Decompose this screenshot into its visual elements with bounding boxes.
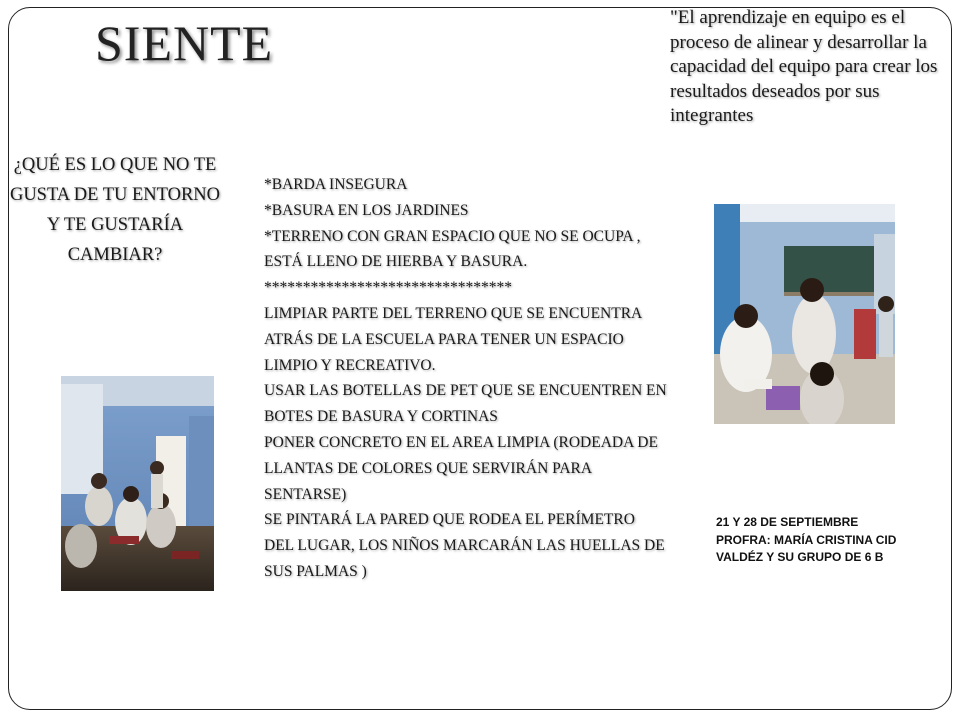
quote-text: "El aprendizaje en equipo es el proceso de alinear y desarrollar la capacidad del equipo para crear los resultados deseados por sus integrantes <box>670 7 938 126</box>
classroom-photo-right <box>714 204 895 424</box>
body-line: SE PINTARÁ LA PARED QUE RODEA EL PERÍMETRO DEL LUGAR, LOS NIÑOS MARCARÁN LAS HUELLAS DE SUS PALMAS ) <box>264 511 669 580</box>
body-line: USAR LAS BOTELLAS DE PET QUE SE ENCUENTREN EN BOTES DE BASURA Y CORTINAS <box>264 382 671 426</box>
credits-text <box>716 514 906 567</box>
body-text <box>264 172 672 585</box>
body-line: *BARDA INSEGURA <box>264 176 408 193</box>
body-line: LIMPIAR PARTE DEL TERRENO QUE SE ENCUENTRA ATRÁS DE LA ESCUELA PARA TENER UN ESPACIO LIMPIO Y RECREATIVO. <box>264 304 645 374</box>
credits-line: 21 Y 28 DE SEPTIEMBRE <box>716 515 859 529</box>
classroom-photo-left <box>61 376 214 591</box>
body-line: ******************************** <box>264 279 512 297</box>
body-line: PONER CONCRETO EN EL AREA LIMPIA (RODEADA DE LLANTAS DE COLORES QUE SERVIRÁN PARA SENTARSE) <box>264 433 662 503</box>
credits-line: PROFRA: MARÍA CRISTINA CID VALDÉZ Y SU GRUPO DE 6 B <box>716 532 897 564</box>
body-line: *TERRENO CON GRAN ESPACIO QUE NO SE OCUPA , ESTÁ LLENO DE HIERBA Y BASURA. <box>264 227 645 271</box>
question-text: ¿QUÉ ES LO QUE NO TE GUSTA DE TU ENTORNO Y TE GUSTARÍA CAMBIAR? <box>9 155 221 265</box>
body-line: *BASURA EN LOS JARDINES <box>264 201 469 219</box>
slide-title: SIENTE <box>95 15 274 71</box>
